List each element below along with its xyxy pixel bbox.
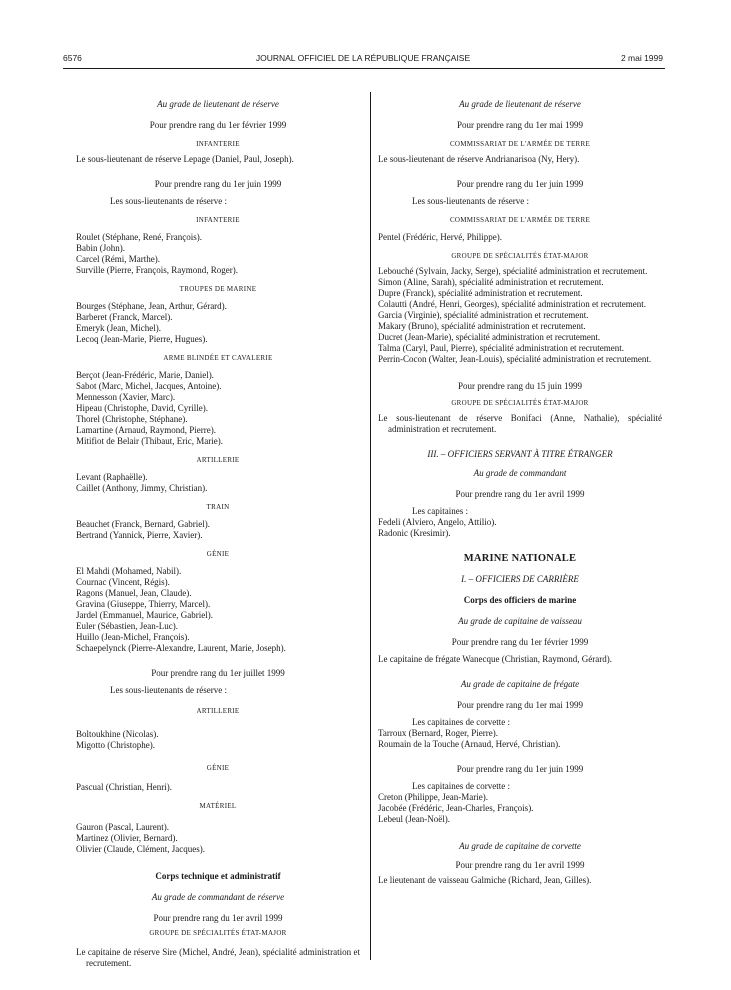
rank-date: Pour prendre rang du 1er mai 1999 [457,700,583,710]
entry: Berçot (Jean-Frédéric, Marie, Daniel). [76,370,214,380]
entry: Fedeli (Alviero, Angelo, Attilio). [378,517,497,527]
grade-heading: Au grade de commandant [473,468,567,478]
entry: Gauron (Pascal, Laurent). [76,822,169,832]
entry: Mennesson (Xavier, Marc). [76,392,176,402]
left-column [76,99,360,969]
entry: Talma (Caryl, Paul, Pierre), spécialité administration et recrutement. [378,343,625,353]
entry: Boltoukhine (Nicolas). [76,729,159,739]
entry: Mitifiot de Belair (Thibaut, Eric, Marie). [76,436,223,446]
entry: Pentel (Frédéric, Hervé, Philippe). [378,232,502,242]
right-column [378,99,662,886]
section-heading: III. – OFFICIERS SERVANT À TITRE ÉTRANGER [427,449,613,459]
entry: Perrin-Cocon (Walter, Jean-Louis), spécialité administration et recrutement. [378,354,652,364]
header-rule [63,68,665,69]
grade-heading: Au grade de capitaine de vaisseau [458,616,582,626]
entry: Carcel (Rémi, Marthe). [76,254,160,264]
section-heading: I. – OFFICIERS DE CARRIÈRE [461,574,579,584]
grade-heading: Au grade de lieutenant de réserve [459,99,581,109]
entry: Ragons (Manuel, Jean, Claude). [76,588,192,598]
list-intro: Les sous-lieutenants de réserve : [110,196,227,206]
entry: Pascual (Christian, Henri). [76,782,172,792]
entry: Sabot (Marc, Michel, Jacques, Antoine). [76,381,222,391]
branch-heading: INFANTERIE [196,216,240,224]
entry: Bertrand (Yannick, Pierre, Xavier). [76,530,203,540]
entry: Creton (Philippe, Jean-Marie). [378,792,488,802]
entry: Migotto (Christophe). [76,740,155,750]
list-intro: Les capitaines de corvette : [412,781,510,791]
branch-heading: ARME BLINDÉE ET CAVALERIE [163,354,273,362]
entry: Radonic (Kresimir). [378,528,451,538]
entry: Lebeul (Jean-Noël). [378,814,450,824]
entry: Bourges (Stéphane, Jean, Arthur, Gérard). [76,301,227,311]
rank-date: Pour prendre rang du 1er avril 1999 [455,860,585,870]
entry: Caillet (Anthony, Jimmy, Christian). [76,483,208,493]
page-number: 6576 [63,53,82,63]
corps-heading: Corps technique et administratif [155,871,281,881]
list-intro: Les capitaines de corvette : [412,717,510,727]
column-divider [370,92,371,960]
entry: Babin (John). [76,243,125,253]
entry: Le capitaine de frégate Wanecque (Christian, Raymond, Gérard). [378,654,613,664]
branch-heading: GÉNIE [206,764,230,772]
entry: Lebouché (Sylvain, Jacky, Serge), spécialité administration et recrutement. [378,266,648,276]
list-intro: Les sous-lieutenants de réserve : [412,196,529,206]
branch-heading: GROUPE DE SPÉCIALITÉS ÉTAT-MAJOR [451,252,589,260]
entry: Roumain de la Touche (Arnaud, Hervé, Christian). [378,739,561,749]
entry: Beauchet (Franck, Bernard, Gabriel). [76,519,210,529]
branch-heading: GROUPE DE SPÉCIALITÉS ÉTAT-MAJOR [451,399,589,407]
entry: Surville (Pierre, François, Raymond, Roger). [76,265,238,275]
branch-heading: ARTILLERIE [196,707,240,715]
rank-date: Pour prendre rang du 1er février 1999 [149,120,287,130]
grade-heading: Au grade de lieutenant de réserve [157,99,279,109]
grade-heading: Au grade de capitaine de frégate [460,679,580,689]
branch-heading: TRAIN [206,503,230,511]
entry: Lamartine (Arnaud, Raymond, Pierre). [76,425,216,435]
entry: Le capitaine de réserve Sire (Michel, André, Jean), spécialité administration et recrutement. [76,947,360,968]
branch-heading: MATÉRIEL [199,802,237,810]
entry: Lecoq (Jean-Marie, Pierre, Hugues). [76,334,208,344]
entry: Simon (Aline, Sarah), spécialité administration et recrutement. [378,277,604,287]
rank-date: Pour prendre rang du 1er mai 1999 [457,120,583,130]
entry: Thorel (Christophe, Stéphane). [76,414,188,424]
entry: Garcia (Virginie), spécialité administration et recrutement. [378,310,589,320]
entry: Martinez (Olivier, Bernard). [76,833,178,843]
rank-date: Pour prendre rang du 1er juin 1999 [456,179,584,189]
journal-title: JOURNAL OFFICIEL DE LA RÉPUBLIQUE FRANÇAISE [255,53,471,63]
grade-heading: Au grade de capitaine de corvette [459,841,581,851]
entry: Le lieutenant de vaisseau Galmiche (Richard, Jean, Gilles). [378,875,592,885]
entry: Barberet (Franck, Marcel). [76,312,173,322]
ministry-heading: MARINE NATIONALE [463,553,577,564]
entry: Tarroux (Bernard, Roger, Pierre). [378,728,498,738]
rank-date: Pour prendre rang du 15 juin 1999 [458,381,582,391]
rank-date: Pour prendre rang du 1er février 1999 [451,637,589,647]
branch-heading: GÉNIE [206,550,230,558]
entry: Jacobée (Frédéric, Jean-Charles, François). [378,803,534,813]
entry: Dupre (Franck), spécialité administration et recrutement. [378,288,583,298]
entry: Ducret (Jean-Marie), spécialité administration et recrutement. [378,332,601,342]
entry: El Mahdi (Mohamed, Nabil). [76,566,182,576]
grade-heading: Au grade de commandant de réserve [151,892,285,902]
list-intro: Les sous-lieutenants de réserve : [110,685,227,695]
branch-heading: ARTILLERIE [196,456,240,464]
branch-heading: TROUPES DE MARINE [179,285,257,293]
entry: Huillo (Jean-Michel, François). [76,632,190,642]
issue-date: 2 mai 1999 [620,53,663,63]
entry: Olivier (Claude, Clément, Jacques). [76,844,205,854]
entry: Roulet (Stéphane, René, François). [76,232,202,242]
entry: Hipeau (Christophe, David, Cyrille). [76,403,208,413]
entry: Emeryk (Jean, Michel). [76,323,161,333]
entry: Le sous-lieutenant de réserve Bonifaci (Anne, Nathalie), spécialité administration et recrutement. [378,413,662,434]
corps-heading: Corps des officiers de marine [463,595,577,605]
entry: Cournac (Vincent, Régis). [76,577,170,587]
branch-heading: COMMISSARIAT DE L'ARMÉE DE TERRE [449,216,591,224]
entry: Jardel (Emmanuel, Maurice, Gabriel). [76,610,213,620]
entry: Colautti (André, Henri, Georges), spécialité administration et recrutement. [378,299,646,309]
entry: Le sous-lieutenant de réserve Lepage (Daniel, Paul, Joseph). [76,154,294,164]
entry: Levant (Raphaëlle). [76,472,148,482]
rank-date: Pour prendre rang du 1er juin 1999 [154,179,282,189]
entry: Gravina (Giuseppe, Thierry, Marcel). [76,599,211,609]
entry: Makary (Bruno), spécialité administration et recrutement. [378,321,586,331]
list-intro: Les capitaines : [412,506,468,516]
entry: Euler (Sébastien, Jean-Luc). [76,621,178,631]
entry: Schaepelynck (Pierre-Alexandre, Laurent, Marie, Joseph). [76,643,286,653]
branch-heading: INFANTERIE [196,140,240,148]
rank-date: Pour prendre rang du 1er juin 1999 [456,764,584,774]
branch-heading: COMMISSARIAT DE L'ARMÉE DE TERRE [449,140,591,148]
entry: Le sous-lieutenant de réserve Andrianarisoa (Ny, Hery). [378,154,580,164]
page-header [63,53,663,67]
branch-heading: GROUPE DE SPÉCIALITÉS ÉTAT-MAJOR [149,929,287,937]
rank-date: Pour prendre rang du 1er avril 1999 [455,489,585,499]
rank-date: Pour prendre rang du 1er juillet 1999 [151,668,285,678]
rank-date: Pour prendre rang du 1er avril 1999 [153,913,283,923]
